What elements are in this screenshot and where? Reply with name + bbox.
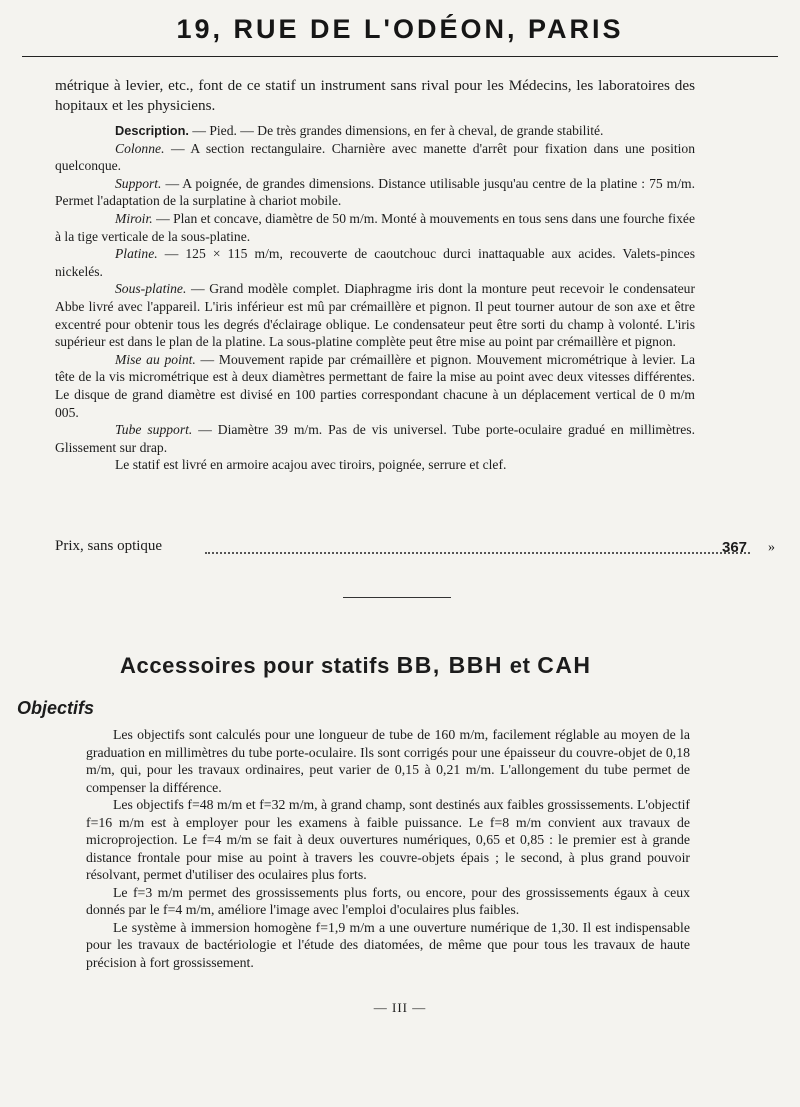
section-separator [343, 597, 451, 598]
running-head: 19, RUE DE L'ODÉON, PARIS [176, 14, 624, 44]
title-part: BB, BBH [396, 652, 504, 678]
desc-text: — A poignée, de grandes dimensions. Distance utilisable jusqu'au centre de la platine : 75 m/m. Permet l'adaptation de la surplatine à chariot mobile. [55, 175, 695, 209]
desc-text: — Diamètre 39 m/m. Pas de vis universel. Tube porte-oculaire gradué en millimètres. Glissement sur drap. [55, 422, 695, 455]
description-block [55, 122, 695, 474]
desc-support [55, 175, 695, 210]
price-ditto-mark: » [768, 540, 775, 555]
desc-pied [55, 122, 695, 140]
desc-mise-au-point [55, 351, 695, 421]
objectifs-paragraph: Le système à immersion homogène f=1,9 m/m a une ouverture numérique de 1,30. Il est indispensable pour les travaux de bactériologie et l'étude des diatomées, de même que pour tous les travaux de haute précision à fort grossissement. [86, 919, 690, 970]
desc-term: Platine. [115, 246, 158, 262]
title-part: et [503, 653, 538, 678]
desc-text: — Mouvement rapide par crémaillère et pignon. Mouvement micrométrique à levier. La tête de la vis micrométrique est à deux diamètres permettant de faire la mise au point avec deux vitesses différentes. Le disque de grand diamètre est divisé en 100 parties correspondant chacune à un déplacement vertical de 0 m/m 005. [55, 351, 695, 420]
desc-text: — A section rectangulaire. Charnière avec manette d'arrêt pour fixation dans une position quelconque. [55, 140, 695, 174]
header-rule [22, 56, 778, 57]
title-part: Accessoires pour statifs [120, 653, 397, 678]
desc-livraison [55, 456, 695, 474]
desc-term: Mise au point. [115, 351, 196, 367]
desc-colonne [55, 140, 695, 175]
objectifs-paragraph: Les objectifs sont calculés pour une longueur de tube de 160 m/m, facilement réglable au moyen de la graduation en millimètres du tube porte-oculaire. Ils sont corrigés pour une épaisseur du couvre-objet de 0,18 m/m, qui, pour les travaux ordinaires, peut varier de 0,15 à 0,21 m/m. L'allongement du tube permet de compenser la différence. [86, 727, 690, 795]
subheading-objectifs: Objectifs [17, 698, 95, 718]
objectifs-block [86, 726, 690, 971]
objectifs-paragraph: Les objectifs f=48 m/m et f=32 m/m, à grand champ, sont destinés aux faibles grossissements. L'objectif f=16 m/m est à employer pour les examens à faible puissance. Le f=8 m/m convient aux travaux de microprojection. Le f=4 m/m se fait à deux ouvertures numériques, 0,65 et 0,85 : le premier est à grande distance frontale pour mise au point à travers les couvre-objets épais ; le second, à plus grand pouvoir résolvant, permet d'utiliser des oculaires plus forts. [86, 797, 690, 882]
desc-text: — Plan et concave, diamètre de 50 m/m. Monté à mouvements en tous sens dans une fourche fixée à la tige verticale de la sous-platine. [55, 210, 695, 244]
title-part: CAH [537, 652, 592, 678]
objectifs-paragraph: Le f=3 m/m permet des grossissements plus forts, ou encore, pour des grossissements égaux à ceux donnés par le f=4 m/m, améliore l'image avec l'emploi d'oculaires plus faibles. [86, 884, 690, 917]
desc-text: — Pied. — De très grandes dimensions, en fer à cheval, de grande stabilité. [188, 123, 604, 138]
price-line [55, 538, 775, 560]
intro-paragraph [55, 76, 695, 116]
desc-term: Tube support. [115, 422, 193, 438]
desc-miroir [55, 210, 695, 245]
desc-term: Sous-platine. [115, 281, 187, 297]
price-value: 367 [722, 539, 748, 556]
price-label: Prix, sans optique [55, 538, 166, 555]
desc-term: Colonne. [115, 140, 165, 156]
desc-text: Le statif est livré en armoire acajou avec tiroirs, poignée, serrure et clef. [115, 457, 507, 473]
desc-sous-platine [55, 280, 695, 350]
desc-tube-support [55, 421, 695, 456]
desc-text: — 125 × 115 m/m, recouverte de caoutchouc durci inattaquable aux acides. Valets-pinces nickelés. [55, 246, 695, 279]
intro-text: métrique à levier, etc., font de ce statif un instrument sans rival pour les Médecins, les laboratoires des hopitaux et les physiciens. [55, 77, 695, 114]
desc-text: — Grand modèle complet. Diaphragme iris dont la monture peut recevoir le condensateur Abbe livré avec l'appareil. L'iris inférieur est mû par crémaillère et pignon. Il peut tourner autour de son axe et être excentré pour obtenir tous les degrés d'éclairage oblique. Le condensateur peut être sorti du champ à volonté. L'iris supérieur est dans le plan de la platine. La sous-platine complète peut être mise au point par crémaillère et pignon. [55, 281, 695, 350]
desc-platine [55, 245, 695, 280]
price-leader-dots [205, 540, 750, 554]
section-title [120, 652, 680, 679]
desc-term: Support. [115, 175, 162, 191]
desc-term: Miroir. [115, 210, 153, 226]
desc-term: Description. [115, 123, 189, 138]
page-number: — III — [373, 1000, 427, 1015]
